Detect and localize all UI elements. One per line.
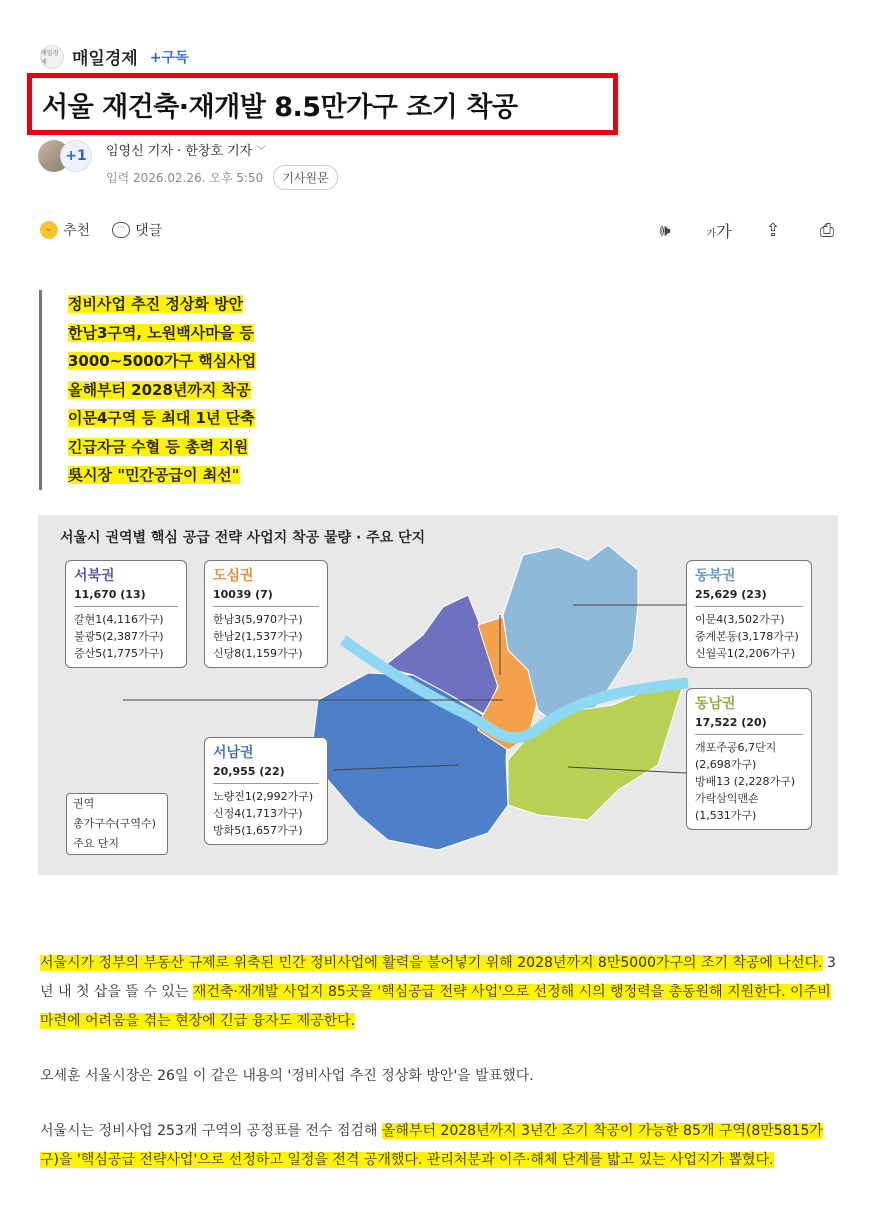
region-total: 10039 (7) <box>213 586 319 607</box>
date-row <box>106 165 338 190</box>
region-total: 25,629 (23) <box>695 586 803 607</box>
region-name: 동북권 <box>695 568 736 584</box>
publish-date: 입력 2026.02.26. 오후 5:50 <box>106 171 264 185</box>
article-headline: 서울 재건축·재개발 8.5만가구 조기 착공 <box>42 91 518 123</box>
region-item: 갈현1(4,116가구) <box>74 613 164 626</box>
print-icon[interactable]: ⎙ <box>819 219 835 241</box>
headline-highlight-box <box>27 73 618 135</box>
region-item: 노량진1(2,992가구) <box>213 790 314 803</box>
region-item: 방화5(1,657가구) <box>213 824 303 837</box>
region-item: (2,698가구) <box>695 758 757 771</box>
region-item: 개포주공6,7단지 <box>695 741 777 754</box>
figure-title: 서울시 권역별 핵심 공급 전략 사업지 착공 물량 · 주요 단지 <box>60 530 426 546</box>
region-total: 20,955 (22) <box>213 763 319 784</box>
subscribe-button[interactable]: +구독 <box>149 49 189 66</box>
region-name: 서남권 <box>213 745 254 761</box>
recommend-button[interactable]: ᵕ 추천 <box>40 220 90 240</box>
chevron-down-icon: ﹀ <box>256 146 267 157</box>
region-total: 17,522 (20) <box>695 714 803 735</box>
speaker-icon[interactable]: 🕪 <box>659 219 671 241</box>
summary-line: 3000~5000가구 핵심사업 <box>68 352 257 370</box>
region-item: 중계본동(3,178가구) <box>695 630 799 643</box>
smile-icon: ᵕ <box>40 221 58 239</box>
region-item: 방배13 (2,228가구) <box>695 775 796 788</box>
legend-item: 권역 <box>73 797 95 810</box>
seoul-region-map-figure[interactable] <box>38 515 838 875</box>
legend-item: 주요 단지 <box>73 837 120 850</box>
font-size-button[interactable]: 가가 <box>706 221 732 241</box>
body-paragraph-1: 서울시가 정부의 부동산 규제로 위축된 민간 정비사업에 활력을 불어넣기 위해 2028년까지 8만5000가구의 조기 착공에 나선다. 3년 내 첫 삽을 뜰 수 있는 재건축·재개발 사업지 85곳을 '핵심공급 전략 사업'으로 선정해 시의 행정력을 총동원해 지원한다. 이주비 마련에 어려움을 겪는 현장에 긴급 융자도 제공한다. <box>40 955 836 1029</box>
body-paragraph-3: 서울시는 정비사업 253개 구역의 공정표를 전수 점검해 올해부터 2028년까지 3년간 조기 착공이 가능한 85개 구역(8만5815가구)을 '핵심공급 전략사업'으로 선정하고 일정을 전격 공개했다. 관리처분과 이주·해체 단계를 밟고 있는 사업지가 뽑혔다. <box>40 1123 823 1168</box>
summary-line: 한남3구역, 노원백사마을 등 <box>68 323 254 342</box>
press-logo[interactable]: 매일경제 <box>40 45 64 69</box>
infobox-northeast <box>686 560 812 668</box>
region-item: 이문4(3,502가구) <box>695 613 785 626</box>
summary-line: 吳시장 "민간공급이 최선" <box>68 466 240 484</box>
summary-line: 올해부터 2028년까지 착공 <box>68 380 251 399</box>
summary-line: 이문4구역 등 최대 1년 단축 <box>68 409 255 427</box>
region-item: (1,531가구) <box>695 809 757 822</box>
region-item: 한남3(5,970가구) <box>213 613 303 626</box>
region-total: 11,670 (13) <box>74 586 178 607</box>
summary-line: 정비사업 추진 정상화 방안 <box>68 295 244 313</box>
region-name: 도심권 <box>213 568 254 584</box>
share-icon[interactable]: ⇪ <box>765 219 781 241</box>
region-item: 신월곡1(2,206가구) <box>695 647 796 660</box>
comment-icon: ··· <box>112 222 130 238</box>
original-article-button[interactable]: 기사원문 <box>273 165 337 190</box>
region-item: 한남2(1,537가구) <box>213 630 303 643</box>
region-item: 신정4(1,713가구) <box>213 807 303 820</box>
region-name: 서북권 <box>74 568 115 584</box>
infobox-southeast <box>686 688 812 830</box>
reporters-toggle[interactable] <box>106 140 338 159</box>
summary-line: 긴급자금 수혈 등 총력 지원 <box>68 437 249 456</box>
region-name: 동남권 <box>695 696 736 712</box>
infobox-northwest <box>65 560 187 668</box>
article-toolbar <box>40 216 840 244</box>
map-legend <box>66 793 168 855</box>
press-name[interactable]: 매일경제 <box>72 49 138 69</box>
infobox-central <box>204 560 328 668</box>
reporter-names: 임영신 기자 · 한창호 기자 <box>106 144 253 159</box>
region-item: 불광5(2,387가구) <box>74 630 164 643</box>
legend-item: 총가구수(구역수) <box>73 817 156 830</box>
comment-button[interactable]: ··· 댓글 <box>112 220 162 240</box>
region-item: 신당8(1,159가구) <box>213 647 303 660</box>
region-item: 가락삼익맨숀 <box>695 792 759 805</box>
byline-text <box>106 140 338 190</box>
body-paragraph-2: 오세훈 서울시장은 26일 이 같은 내용의 '정비사업 추진 정상화 방안'을 발표했다. <box>40 1068 534 1084</box>
byline <box>38 140 338 190</box>
region-item: 증산5(1,775가구) <box>74 647 164 660</box>
press-header <box>40 44 188 69</box>
infobox-southwest <box>204 737 328 845</box>
article-summary <box>39 290 256 490</box>
more-reporters-badge[interactable]: +1 <box>60 140 92 172</box>
